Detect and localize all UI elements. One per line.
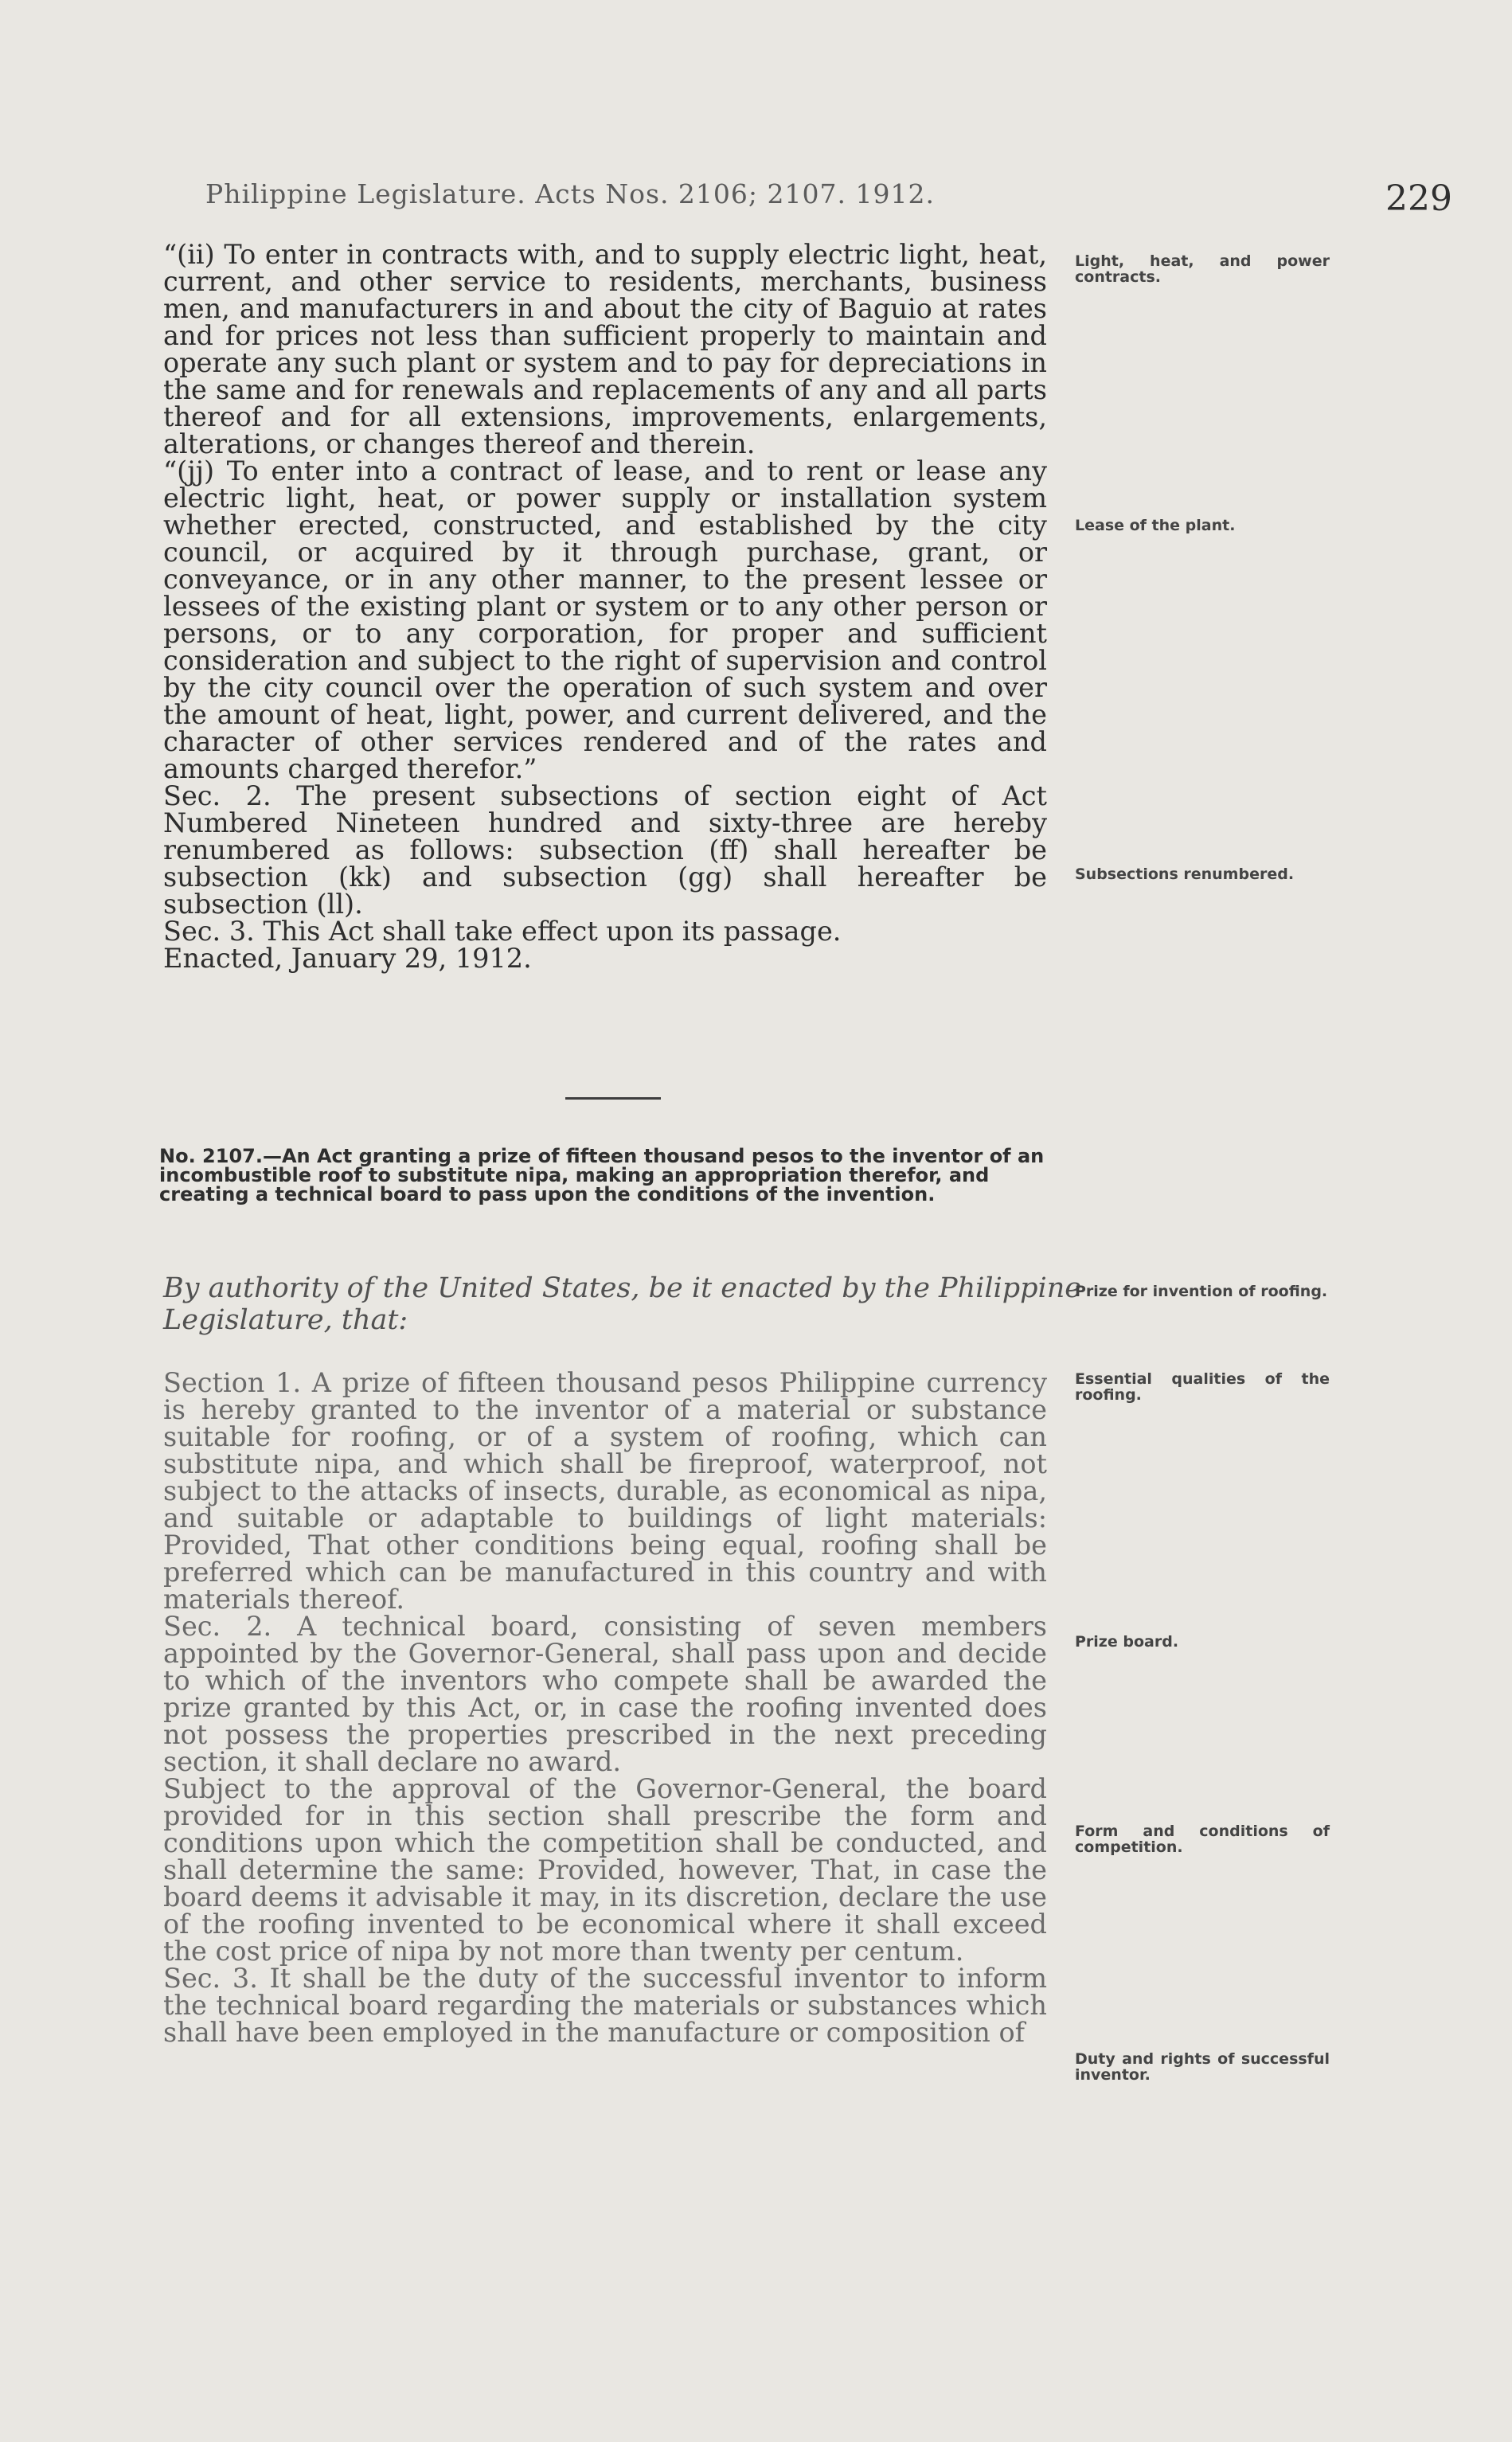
act-2107-title bbox=[159, 1147, 1075, 1204]
subsection-jj: “(jj) To enter into a contract of lease, and to rent or lease any electric light, heat, or power supply or installation system whether erected, constructed, and established by the city council, or acquired by it through purchase, grant, or conveyance, or in any other manner, to the present lessee or lessees of the existing plant or system or to any other person or persons, or to any corporation, for proper and sufficient consideration and subject to the right of supervision and control by the city council over the operation of such system and over the amount of heat, light, power, and current delivered, and the character of other services rendered and of the rates and amounts charged therefor.” bbox=[163, 455, 1047, 784]
act-2107-body bbox=[163, 1369, 1047, 2046]
act-2107-section-1: Section 1. A prize of fifteen thousand pesos Philippine currency is hereby granted to the inventor of a material or substance suitable for roofing, or of a system of roofing, which can substitute nipa, and which shall be fireproof, waterproof, not subject to the attacks of insects, durable, as economical as nipa, and suitable or adaptable to buildings of light materials: Provided, That other conditions being equal, roofing shall be preferred which can be manufactured in this country and with materials thereof. bbox=[163, 1367, 1047, 1615]
margin-note-light-heat-power: Light, heat, and power contracts. bbox=[1075, 252, 1330, 286]
margin-note-duty-rights: Duty and rights of successful inventor. bbox=[1075, 2050, 1330, 2084]
page-number: 229 bbox=[1385, 178, 1452, 219]
section-divider bbox=[565, 1097, 661, 1100]
enacting-clause: By authority of the United States, be it enacted by the Philippine Legislature, that: bbox=[163, 1272, 1081, 1336]
margin-note-prize-board: Prize board. bbox=[1075, 1633, 1179, 1651]
act-2107-section-2: Sec. 2. A technical board, consisting of seven members appointed by the Governor-General, shall pass upon and decide to which of the inventors who compete shall be awarded the prize granted by this Act, or, in case the roofing invented does not possess the properties prescribed in the next preceding section, it shall declare no award. bbox=[163, 1611, 1047, 1777]
section-2: Sec. 2. The present subsections of section eight of Act Numbered Nineteen hundred and sixty-three are hereby renumbered as follows: subsection (ff) shall hereafter be subsection (kk) and subsection (gg) shall hereafter be subsection (ll). bbox=[163, 780, 1047, 920]
margin-note-lease-plant: Lease of the plant. bbox=[1075, 517, 1236, 534]
act-title-text: —An Act granting a prize of fifteen thousand pesos to the inventor of an incombustible roof to substitute nipa, making an appropriation therefor, and creating a technical board to pass upon the conditions of the invention. bbox=[159, 1145, 1045, 1205]
running-header: Philippine Legislature. Acts Nos. 2106; 2107. 1912. bbox=[205, 178, 935, 209]
margin-note-essential-qualities: Essential qualities of the roofing. bbox=[1075, 1370, 1330, 1404]
act-2107-section-2-para-2: Subject to the approval of the Governor-General, the board provided for in this section shall prescribe the form and conditions upon which the competition shall be conducted, and shall determine the same: Provided, however, That, in case the board deems it advisable it may, in its discretion, declare the use of the roofing invented to be economical where it shall exceed the cost price of nipa by not more than twenty per centum. bbox=[163, 1773, 1047, 1967]
act-2107-section-3: Sec. 3. It shall be the duty of the successful inventor to inform the technical board regarding the materials or substances which shall have been employed in the manufacture or composition of bbox=[163, 1963, 1047, 2048]
subsection-ii: “(ii) To enter in contracts with, and to supply electric light, heat, current, and other service to residents, merchants, business men, and manufacturers in and about the city of Baguio at rates and for prices not less than sufficient properly to maintain and operate any such plant or system and to pay for depreciations in the same and for renewals and replacements of any and all parts thereof and for all extensions, improvements, enlargements, alterations, or changes thereof and therein. bbox=[163, 239, 1047, 459]
margin-note-prize-invention: Prize for invention of roofing. bbox=[1075, 1283, 1328, 1300]
margin-note-form-conditions: Form and conditions of competition. bbox=[1075, 1823, 1330, 1856]
enacted-date: Enacted, January 29, 1912. bbox=[163, 943, 532, 974]
act-2106-body bbox=[163, 241, 1047, 972]
section-3: Sec. 3. This Act shall take effect upon its passage. bbox=[163, 916, 842, 947]
margin-note-subsections-renumbered: Subsections renumbered. bbox=[1075, 865, 1295, 883]
act-number: No. 2107. bbox=[159, 1145, 263, 1167]
